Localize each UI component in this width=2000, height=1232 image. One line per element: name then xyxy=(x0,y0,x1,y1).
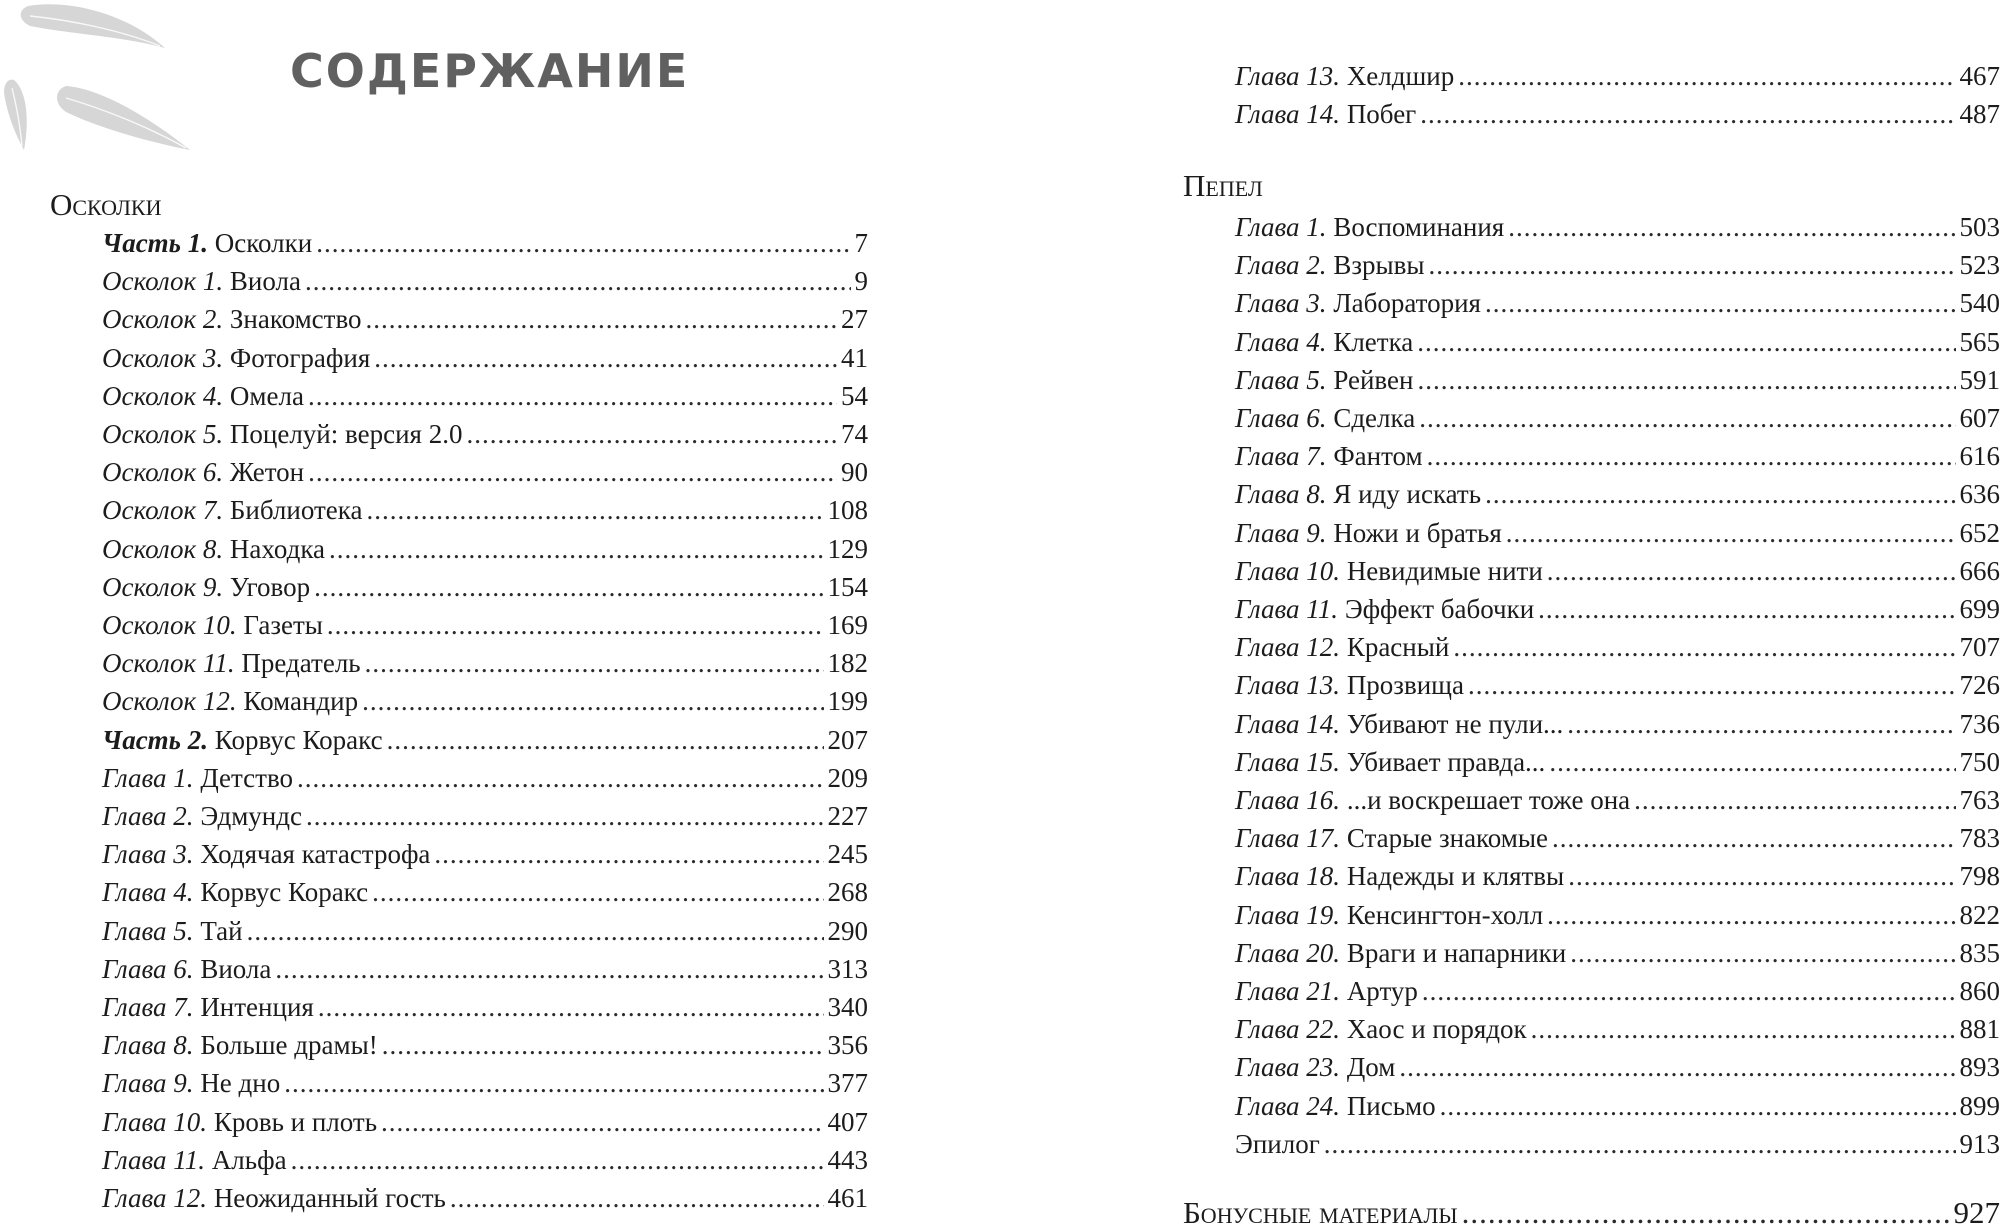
page-number: 27 xyxy=(841,300,868,338)
entry-title: Дом xyxy=(1347,1048,1396,1086)
leader-dots xyxy=(1549,743,1955,781)
entry-title: Виола xyxy=(200,950,271,988)
entry-prefix: Глава 7. xyxy=(1235,437,1327,475)
entry-prefix: Глава 3. xyxy=(102,835,194,873)
leader-dots xyxy=(1419,399,1955,437)
toc-entry[interactable] xyxy=(1235,628,2000,666)
entry-title: Воспоминания xyxy=(1333,208,1504,246)
toc-entry[interactable] xyxy=(1235,284,2000,322)
toc-entry[interactable] xyxy=(1235,57,2000,95)
entry-prefix: Глава 13. xyxy=(1235,57,1340,95)
entry-prefix: Осколок 7. xyxy=(102,491,223,529)
page-number: 591 xyxy=(1960,361,2000,399)
entry-title: Надежды и клятвы xyxy=(1347,857,1564,895)
page-number: 169 xyxy=(828,606,869,644)
leader-dots xyxy=(362,682,823,720)
page-number: 707 xyxy=(1960,628,2000,666)
toc-entry[interactable] xyxy=(102,988,868,1026)
entry-prefix: Часть 2. xyxy=(102,721,208,759)
toc-entry[interactable] xyxy=(102,721,868,759)
entry-prefix: Глава 9. xyxy=(102,1064,194,1102)
page-number: 893 xyxy=(1960,1048,2000,1086)
leader-dots xyxy=(275,950,823,988)
leader-dots xyxy=(381,1103,823,1141)
entry-prefix: Глава 10. xyxy=(102,1103,207,1141)
entry-prefix: Глава 6. xyxy=(1235,399,1327,437)
entry-prefix: Глава 2. xyxy=(1235,246,1327,284)
toc-entry[interactable] xyxy=(102,1103,868,1141)
leader-dots xyxy=(1399,1048,1955,1086)
entry-prefix: Осколок 12. xyxy=(102,682,237,720)
entry-title: Фантом xyxy=(1333,437,1422,475)
page-number: 90 xyxy=(841,453,868,491)
entry-prefix: Осколок 6. xyxy=(102,453,223,491)
entry-title: Виола xyxy=(230,262,301,300)
page-number: 927 xyxy=(1954,1194,2000,1232)
entry-title: Корвус Коракс xyxy=(200,873,368,911)
leader-dots xyxy=(305,262,851,300)
entry-prefix: Осколок 4. xyxy=(102,377,223,415)
entry-prefix: Глава 5. xyxy=(102,912,194,950)
leader-dots xyxy=(318,988,824,1026)
entry-prefix: Глава 8. xyxy=(102,1026,194,1064)
toc-entry[interactable] xyxy=(1235,743,2000,781)
entry-title: Больше драмы! xyxy=(200,1026,377,1064)
entry-title: Красный xyxy=(1347,628,1450,666)
toc-entry[interactable] xyxy=(1235,819,2000,857)
leader-dots xyxy=(1547,552,1956,590)
entry-title: Артур xyxy=(1347,972,1418,1010)
entry-prefix: Глава 24. xyxy=(1235,1087,1340,1125)
entry-title: Убивают не пули... xyxy=(1347,705,1563,743)
entry-prefix: Глава 6. xyxy=(102,950,194,988)
page-number: 565 xyxy=(1960,323,2000,361)
entry-prefix: Глава 1. xyxy=(1235,208,1327,246)
leader-dots xyxy=(387,721,824,759)
toc-entry[interactable] xyxy=(1235,95,2000,133)
toc-entry[interactable] xyxy=(102,912,868,950)
page-number: 860 xyxy=(1960,972,2000,1010)
entry-title: Корвус Коракс xyxy=(215,721,383,759)
leader-dots xyxy=(1417,323,1955,361)
entry-title: Взрывы xyxy=(1333,246,1424,284)
leader-dots xyxy=(372,873,823,911)
page-number: 154 xyxy=(828,568,869,606)
page-number: 377 xyxy=(828,1064,869,1102)
entry-title: Жетон xyxy=(230,453,304,491)
entry-prefix: Глава 4. xyxy=(1235,323,1327,361)
page-number: 607 xyxy=(1960,399,2000,437)
leader-dots xyxy=(366,300,837,338)
page-number: 899 xyxy=(1960,1087,2000,1125)
leader-dots xyxy=(327,606,824,644)
page-number: 108 xyxy=(828,491,869,529)
leader-dots xyxy=(1568,857,1955,895)
toc-entry[interactable] xyxy=(1235,475,2000,513)
entry-title: Находка xyxy=(230,530,325,568)
section-title-pepel: Пепел xyxy=(1183,167,1263,205)
page-number: 290 xyxy=(828,912,869,950)
toc-entry[interactable] xyxy=(102,339,868,377)
entry-prefix: Осколок 5. xyxy=(102,415,223,453)
entry-title: Осколки xyxy=(215,224,312,262)
bonus-title: Бонусные материалы xyxy=(1183,1194,1458,1232)
page-number: 913 xyxy=(1960,1125,2000,1163)
page-number: 523 xyxy=(1960,246,2000,284)
page-number: 9 xyxy=(855,262,869,300)
leader-dots xyxy=(308,453,837,491)
toc-entry[interactable] xyxy=(1235,1087,2000,1125)
leader-dots xyxy=(1547,896,1955,934)
entry-title: Эффект бабочки xyxy=(1345,590,1534,628)
leader-dots xyxy=(1324,1125,1956,1163)
page-number: 652 xyxy=(1960,514,2000,552)
entry-title: Не дно xyxy=(200,1064,280,1102)
page-number: 207 xyxy=(828,721,869,759)
entry-prefix: Осколок 2. xyxy=(102,300,223,338)
entry-title: Убивает правда... xyxy=(1347,743,1546,781)
entry-title: Омела xyxy=(230,377,304,415)
toc-entry[interactable] xyxy=(1235,1125,2000,1163)
entry-title: Хаос и порядок xyxy=(1347,1010,1527,1048)
entry-title: Ножи и братья xyxy=(1333,514,1501,552)
entry-title: Знакомство xyxy=(230,300,362,338)
entry-title: Командир xyxy=(243,682,358,720)
entry-title: Невидимые нити xyxy=(1347,552,1543,590)
page-number: 54 xyxy=(841,377,868,415)
leader-dots xyxy=(1429,246,1956,284)
toc-entry[interactable] xyxy=(102,453,868,491)
page-number: 182 xyxy=(828,644,869,682)
entry-title: Поцелуй: версия 2.0 xyxy=(230,415,463,453)
toc-entry[interactable] xyxy=(1235,552,2000,590)
entry-prefix: Глава 4. xyxy=(102,873,194,911)
toc-entry[interactable] xyxy=(102,644,868,682)
entry-title: Альфа xyxy=(212,1141,287,1179)
page-number: 74 xyxy=(841,415,868,453)
toc-entry[interactable] xyxy=(1235,208,2000,246)
toc-entry[interactable] xyxy=(1235,514,2000,552)
toc-entry[interactable] xyxy=(102,682,868,720)
entry-prefix: Глава 14. xyxy=(1235,705,1340,743)
entry-prefix: Глава 7. xyxy=(102,988,194,1026)
toc-entry[interactable] xyxy=(1235,399,2000,437)
entry-title: Клетка xyxy=(1333,323,1413,361)
leader-dots xyxy=(1453,628,1955,666)
entry-prefix: Глава 5. xyxy=(1235,361,1327,399)
toc-entry[interactable] xyxy=(102,950,868,988)
toc-entry[interactable] xyxy=(1235,1048,2000,1086)
toc-entry[interactable] xyxy=(102,1179,868,1217)
page-number: 750 xyxy=(1960,743,2000,781)
toc-entry[interactable] xyxy=(102,415,868,453)
leader-dots xyxy=(450,1179,824,1217)
entry-prefix: Глава 12. xyxy=(102,1179,207,1217)
entry-prefix: Часть 1. xyxy=(102,224,208,262)
entry-title: Кенсингтон-холл xyxy=(1347,896,1543,934)
entry-prefix: Глава 17. xyxy=(1235,819,1340,857)
entry-prefix: Глава 14. xyxy=(1235,95,1340,133)
entry-prefix: Глава 8. xyxy=(1235,475,1327,513)
leader-dots xyxy=(374,339,837,377)
leader-dots xyxy=(1417,361,1955,399)
page-number: 467 xyxy=(1960,57,2000,95)
leader-dots xyxy=(1462,1194,1950,1232)
page-number: 227 xyxy=(828,797,869,835)
page-number: 736 xyxy=(1960,705,2000,743)
entry-prefix: Глава 19. xyxy=(1235,896,1340,934)
entry-title: Я иду искать xyxy=(1333,475,1481,513)
toc-entry[interactable] xyxy=(1235,934,2000,972)
feather-icon xyxy=(0,0,200,160)
section-title-oskolki: Осколки xyxy=(50,186,161,224)
entry-prefix: Глава 21. xyxy=(1235,972,1340,1010)
leader-dots xyxy=(1420,95,1955,133)
leader-dots xyxy=(1440,1087,1956,1125)
page-number: 503 xyxy=(1960,208,2000,246)
entry-title: Рейвен xyxy=(1333,361,1413,399)
entry-prefix: Глава 12. xyxy=(1235,628,1340,666)
page-number: 822 xyxy=(1960,896,2000,934)
leader-dots xyxy=(434,835,823,873)
leader-dots xyxy=(1634,781,1955,819)
entry-prefix: Глава 16. xyxy=(1235,781,1340,819)
leader-dots xyxy=(1531,1010,1956,1048)
page-number: 616 xyxy=(1960,437,2000,475)
toc-entry[interactable] xyxy=(102,300,868,338)
page-number: 487 xyxy=(1960,95,2000,133)
toc-entry[interactable] xyxy=(1235,896,2000,934)
entry-prefix: Глава 1. xyxy=(102,759,194,797)
page-number: 540 xyxy=(1960,284,2000,322)
entry-title: Уговор xyxy=(230,568,310,606)
entry-title: Ходячая катастрофа xyxy=(200,835,430,873)
entry-title: Библиотека xyxy=(230,491,363,529)
toc-entry[interactable] xyxy=(1235,857,2000,895)
entry-title: Предатель xyxy=(241,644,360,682)
entry-title: Враги и напарники xyxy=(1347,934,1566,972)
page-number: 443 xyxy=(828,1141,869,1179)
leader-dots xyxy=(1427,437,1956,475)
entry-prefix: Глава 10. xyxy=(1235,552,1340,590)
entry-prefix: Глава 22. xyxy=(1235,1010,1340,1048)
page-number: 881 xyxy=(1960,1010,2000,1048)
toc-entry[interactable] xyxy=(102,491,868,529)
leader-dots xyxy=(297,759,823,797)
page-number: 798 xyxy=(1960,857,2000,895)
toc-entry[interactable] xyxy=(1235,323,2000,361)
toc-entry[interactable] xyxy=(102,1141,868,1179)
entry-title: Газеты xyxy=(243,606,323,644)
page-number: 41 xyxy=(841,339,868,377)
leader-dots xyxy=(366,491,823,529)
entry-prefix: Осколок 10. xyxy=(102,606,237,644)
toc-entry[interactable] xyxy=(1235,437,2000,475)
page-number: 666 xyxy=(1960,552,2000,590)
entry-prefix: Глава 15. xyxy=(1235,743,1340,781)
toc-entry[interactable] xyxy=(1235,246,2000,284)
toc-entry[interactable] xyxy=(1235,361,2000,399)
page-number: 783 xyxy=(1960,819,2000,857)
entry-title: Хелдшир xyxy=(1347,57,1454,95)
page-number: 407 xyxy=(828,1103,869,1141)
entry-title: Побег xyxy=(1347,95,1416,133)
leader-dots xyxy=(1538,590,1955,628)
entry-prefix: Осколок 3. xyxy=(102,339,223,377)
entry-title: Кровь и плоть xyxy=(214,1103,377,1141)
leader-dots xyxy=(382,1026,824,1064)
toc-entry[interactable] xyxy=(1235,972,2000,1010)
toc-entry[interactable] xyxy=(102,377,868,415)
page-number: 268 xyxy=(828,873,869,911)
toc-entry[interactable] xyxy=(102,224,868,262)
toc-entry[interactable] xyxy=(102,797,868,835)
leader-dots xyxy=(316,224,850,262)
leader-dots xyxy=(1485,475,1955,513)
entry-prefix: Глава 9. xyxy=(1235,514,1327,552)
toc-entry[interactable] xyxy=(102,262,868,300)
toc-entry[interactable] xyxy=(102,759,868,797)
page-number: 763 xyxy=(1960,781,2000,819)
entry-prefix: Глава 3. xyxy=(1235,284,1327,322)
page-number: 129 xyxy=(828,530,869,568)
leader-dots xyxy=(1485,284,1956,322)
leader-dots xyxy=(1508,208,1955,246)
entry-prefix: Глава 13. xyxy=(1235,666,1340,704)
toc-entry[interactable] xyxy=(102,1064,868,1102)
toc-entry[interactable] xyxy=(102,530,868,568)
leader-dots xyxy=(308,377,837,415)
toc-entry[interactable] xyxy=(1235,1010,2000,1048)
page-number: 340 xyxy=(828,988,869,1026)
leader-dots xyxy=(1570,934,1955,972)
entry-prefix: Осколок 11. xyxy=(102,644,235,682)
leader-dots xyxy=(466,415,837,453)
toc-entry[interactable] xyxy=(102,1026,868,1064)
entry-title: Старые знакомые xyxy=(1347,819,1548,857)
entry-prefix: Глава 18. xyxy=(1235,857,1340,895)
entry-prefix: Осколок 8. xyxy=(102,530,223,568)
entry-title: Эдмундс xyxy=(200,797,302,835)
leader-dots xyxy=(365,644,824,682)
toc-entry[interactable] xyxy=(1235,590,2000,628)
entry-prefix: Глава 11. xyxy=(102,1141,205,1179)
toc-entry[interactable] xyxy=(102,873,868,911)
entry-prefix: Глава 2. xyxy=(102,797,194,835)
page-number: 356 xyxy=(828,1026,869,1064)
leader-dots xyxy=(1506,514,1956,552)
toc-entry[interactable] xyxy=(1235,666,2000,704)
leader-dots xyxy=(1567,705,1955,743)
page-number: 726 xyxy=(1960,666,2000,704)
entry-prefix: Глава 20. xyxy=(1235,934,1340,972)
toc-entry-bonus[interactable] xyxy=(1183,1194,2000,1232)
page-number: 245 xyxy=(828,835,869,873)
entry-prefix: Глава 11. xyxy=(1235,590,1338,628)
page-number: 636 xyxy=(1960,475,2000,513)
page-number: 461 xyxy=(828,1179,869,1217)
entry-prefix: Осколок 1. xyxy=(102,262,223,300)
leader-dots xyxy=(1458,57,1955,95)
page-number: 699 xyxy=(1960,590,2000,628)
leader-dots xyxy=(306,797,824,835)
entry-title: Сделка xyxy=(1333,399,1415,437)
page-title: СОДЕРЖАНИЕ xyxy=(290,44,689,98)
page-number: 7 xyxy=(855,224,869,262)
entry-title: Фотография xyxy=(230,339,370,377)
entry-prefix: Осколок 9. xyxy=(102,568,223,606)
leader-dots xyxy=(1422,972,1956,1010)
page-number: 199 xyxy=(828,682,869,720)
entry-title: Письмо xyxy=(1347,1087,1436,1125)
entry-title: Неожиданный гость xyxy=(214,1179,446,1217)
page-number: 209 xyxy=(828,759,869,797)
entry-title: Прозвища xyxy=(1347,666,1464,704)
leader-dots xyxy=(247,912,824,950)
toc-entry[interactable] xyxy=(102,835,868,873)
leader-dots xyxy=(291,1141,824,1179)
leader-dots xyxy=(1468,666,1956,704)
entry-title: Эпилог xyxy=(1235,1125,1320,1163)
leader-dots xyxy=(1552,819,1956,857)
toc-entry[interactable] xyxy=(1235,781,2000,819)
leader-dots xyxy=(314,568,823,606)
toc-entry[interactable] xyxy=(102,606,868,644)
toc-entry[interactable] xyxy=(1235,705,2000,743)
entry-title: Интенция xyxy=(200,988,314,1026)
toc-entry[interactable] xyxy=(102,568,868,606)
entry-title: Детство xyxy=(200,759,293,797)
leader-dots xyxy=(284,1064,823,1102)
entry-title: Тай xyxy=(200,912,242,950)
entry-title: ...и воскрешает тоже она xyxy=(1347,781,1630,819)
entry-prefix: Глава 23. xyxy=(1235,1048,1340,1086)
leader-dots xyxy=(329,530,823,568)
entry-title: Лаборатория xyxy=(1333,284,1481,322)
page-number: 835 xyxy=(1960,934,2000,972)
page-number: 313 xyxy=(828,950,869,988)
